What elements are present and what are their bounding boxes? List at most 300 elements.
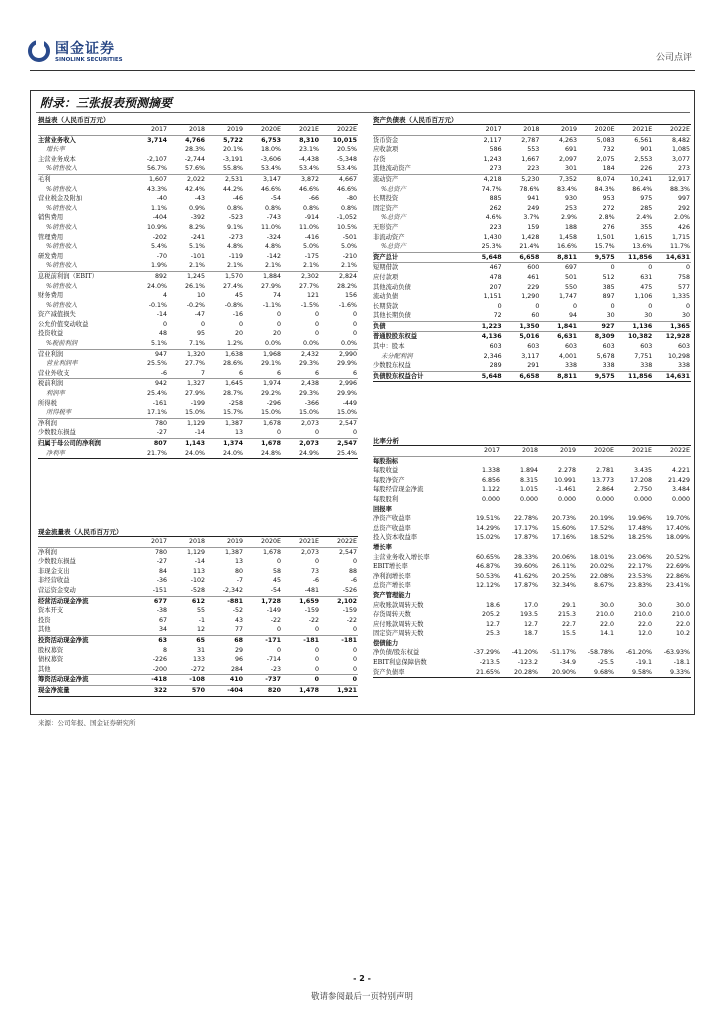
income-row-value: -0.2% [186,301,205,309]
balance-row-value: 25.3% [465,242,503,252]
balance-row-value: 997 [677,195,690,203]
ratio-row [373,620,691,630]
ratio-row-value: -37.29% [473,649,500,657]
income-row-value: 1,968 [262,350,281,358]
income-row-value: -392 [190,214,205,222]
balance-row-value: 285 [640,204,653,212]
ratio-row-value: -34.9 [559,659,576,667]
income-row-value: 8.2% [189,223,205,231]
income-row-value: 0 [314,320,319,328]
income-row-value: 892 [154,272,167,280]
cashflow-row-value: -418 [130,675,168,686]
balance-row-value: 2,117 [483,136,502,144]
ratio-row-value: 12.7 [485,620,500,628]
income-row-value: 74 [272,292,281,300]
cashflow-row [38,606,358,616]
ratio-row-value: 21.429 [667,476,690,484]
balance-row-value: 941 [527,195,540,203]
year-header-label [38,125,130,135]
ratio-row-value: 60.65% [475,553,500,561]
balance-row-value: 631 [640,273,653,281]
income-row-value: 21.7% [130,449,168,459]
income-row-value: 95 [196,330,205,338]
ratio-row-label: EBIT增长率 [373,563,408,571]
cashflow-row-value: 96 [234,656,243,664]
income-row [38,261,358,271]
balance-row-value: 603 [640,343,653,351]
ratio-section-blank [539,543,577,553]
income-row-value: 0 [276,311,281,319]
cashflow-row-value: 113 [192,567,205,575]
ratio-row-value: -18.1 [673,659,690,667]
income-row-label: 财务费用 [38,292,64,300]
income-row-value: -449 [342,399,357,407]
income-row-value: 9.1% [227,223,243,231]
balance-row-value: 14,631 [653,371,691,382]
balance-row [373,283,691,293]
ratio-row [373,533,691,543]
balance-row-value: 426 [677,223,690,231]
ratio-section-row [373,591,691,601]
logo-english-name: SINOLINK SECURITIES [55,57,123,63]
cashflow-row-value: -226 [152,656,167,664]
balance-row-value: 88.3% [669,185,690,193]
income-row [38,242,358,252]
income-row-value: 10,015 [332,136,357,144]
year-header-label [373,446,463,456]
income-row-value: 0 [282,428,320,438]
ratio-row-value: -61.20% [625,649,652,657]
income-row-value [130,145,168,155]
cashflow-row-value: -52 [232,607,243,615]
income-row-label: 所得税 [38,399,57,407]
income-row-value: 1,374 [223,440,243,447]
income-row-value: -273 [228,233,243,241]
income-row-value: 24.0% [146,282,167,290]
ratio-row-value: 18.7 [523,630,538,638]
income-row-value: 20.5% [336,146,357,154]
income-row-value: 5.4% [151,243,167,251]
ratio-section-blank [615,591,653,601]
balance-row-value: 927 [578,321,616,332]
year-header-cell: 2022E [320,125,358,135]
balance-row-value: 3.7% [523,214,540,222]
year-header-cell: 2019 [540,125,578,135]
balance-row [373,174,691,184]
balance-row-value: 184 [578,164,616,174]
income-row-value: 1.1% [151,204,167,212]
ratio-section-blank [539,505,577,515]
ratio-row-label: 资产负债率 [373,668,463,678]
year-header-label [373,125,465,135]
income-row-value: 7.1% [168,339,206,349]
income-row-label: 增长率 [46,146,65,154]
cashflow-row-value: 1,678 [262,548,281,556]
income-row-value: 4.8% [227,243,243,251]
cashflow-row-value: 0 [314,656,319,664]
balance-row-value: 30 [616,311,654,321]
balance-row-value: 10,298 [667,352,690,360]
income-row-value: 2,022 [186,175,205,183]
year-header-cell: 2020E [578,125,616,135]
balance-row-label: 货币资金 [373,136,399,144]
cashflow-row-value: 2,102 [337,597,357,605]
ratio-row-value: 0.000 [557,495,576,503]
ratio-analysis-panel [373,436,691,678]
cashflow-row-value: 0 [314,646,319,654]
income-row-value: 26.1% [184,282,205,290]
balance-row-value: 0 [648,264,653,272]
cashflow-row-value: -272 [168,665,206,675]
income-row-value: -14 [156,311,167,319]
ratio-row-value: 14.29% [475,524,500,532]
cashflow-row-label: 股权募资 [38,646,64,654]
balance-row-value: 603 [489,343,502,351]
year-header-cell: 2018 [168,537,206,547]
income-row-value: 24.9% [282,449,320,459]
balance-row [373,185,691,195]
income-row-value: 1,974 [262,380,281,388]
balance-row [373,371,691,382]
income-row-value: 1,884 [262,272,281,280]
ratio-row-value: -25.5 [597,659,614,667]
logo-mark-icon [28,40,50,62]
income-row [38,439,358,449]
income-row [38,174,358,184]
ratio-row-label: 应付账款周转天数 [373,620,424,628]
balance-row-value: 975 [640,195,653,203]
income-row-label: 归属于母公司的净利润 [38,440,101,447]
cashflow-row-value: -27 [156,558,167,566]
balance-row-value: 291 [503,361,541,371]
cashflow-row-value: -200 [130,665,168,675]
income-row-value: -501 [342,233,357,241]
income-row-value: 28.7% [222,390,243,398]
income-row-value: -914 [304,214,319,222]
income-row [38,339,358,349]
income-row-value: 2,073 [300,419,319,427]
ratio-row-value: 20.19% [589,515,614,523]
balance-row [373,194,691,204]
balance-row-label: 其他流动负债 [373,283,411,291]
ratio-row-value: 9.58% [615,668,653,678]
balance-row [373,164,691,174]
year-header-cell: 2018 [168,125,206,135]
cashflow-row-value: 1,129 [186,548,205,556]
ratio-row-value: 17.17% [513,524,538,532]
income-row-label: 息税前利润（EBIT） [38,272,98,280]
balance-row-value: 5,083 [596,136,615,144]
balance-row-value: 273 [653,164,691,174]
income-row-value: 2,996 [338,380,357,388]
balance-row-value: 6,561 [634,136,653,144]
income-row-value: 121 [306,292,319,300]
income-row-value: 15.0% [244,408,282,418]
balance-row-value: 5,648 [465,252,503,263]
balance-row-label: 无形资产 [373,223,399,231]
balance-row-value: 9,575 [578,371,616,382]
cashflow-row-value: 612 [191,597,205,605]
balance-row-value: 5,230 [521,175,540,183]
ratio-row [373,466,691,476]
ratio-row-value: 9.33% [653,668,691,678]
balance-row-value: 86.4% [632,185,653,193]
income-row-label: %销售收入 [38,261,130,271]
cashflow-row-value: 68 [234,636,243,644]
cashflow-row-value: 29 [234,646,243,654]
ratio-row-value: 3.435 [633,467,652,475]
cashflow-row-value: 0 [282,675,320,686]
balance-row-value: 550 [564,283,577,291]
income-row-value: -161 [152,399,167,407]
ratio-row-value: 19.96% [627,515,652,523]
income-row [38,428,358,438]
ratio-row-value: 22.0 [675,620,690,628]
balance-row-value: 249 [527,204,540,212]
income-row [38,252,358,262]
income-row-value: 23.1% [298,146,319,154]
balance-row-value: 461 [527,273,540,281]
ratio-section-blank [501,639,539,649]
income-row-value: 10.9% [146,223,167,231]
ratio-section-blank [577,456,615,466]
ratio-row-value: 17.40% [665,524,690,532]
balance-row-value: 301 [540,164,578,174]
ratio-section-blank [653,591,691,601]
income-row [38,185,358,195]
ratio-row [373,629,691,639]
cashflow-row-value: -714 [266,656,281,664]
income-row-value: 1,143 [185,440,205,447]
cashflow-row [38,665,358,675]
income-row-value: 2,547 [338,419,357,427]
balance-row-value: 603 [527,343,540,351]
year-header-cell: 2018 [501,446,539,456]
balance-row [373,252,691,263]
income-row-value: 2,824 [338,272,357,280]
ratio-row-value: 23.41% [665,582,690,590]
balance-row-value: 1,715 [671,233,690,241]
cashflow-row [38,685,358,696]
income-row-value: 5.1% [130,339,168,349]
ratio-row-value: 18.09% [665,534,690,542]
ratio-row-value: 0.000 [519,495,538,503]
balance-row [373,155,691,165]
balance-row-value: 1,615 [634,233,653,241]
ratio-row-value: 205.2 [481,611,500,619]
ratio-section-blank [577,639,615,649]
cashflow-row-value: -22 [308,616,319,624]
income-row-value: 0.8% [303,204,319,212]
cashflow-row-value: -23 [244,665,282,675]
income-row-label: %销售收入 [46,185,78,193]
balance-row-value: 7,352 [558,175,577,183]
cashflow-row-value: -54 [244,586,282,596]
ratio-row-value: 22.86% [665,572,690,580]
balance-row-value: 5,648 [465,371,503,382]
cashflow-row-value: 0 [352,646,357,654]
year-header-cell: 2022E [653,125,691,135]
income-row-value: -2,107 [146,155,167,163]
income-row-value: 20 [234,330,243,338]
income-row-value: 942 [154,380,167,388]
ratio-section-blank [463,639,501,649]
year-header-cell: 2022E [320,537,358,547]
balance-row-value: 0 [497,302,502,310]
balance-row-value: 207 [489,283,502,291]
income-row-value: -1.5% [300,301,319,309]
ratio-section-blank [653,505,691,515]
year-header-label [38,537,130,547]
year-header-cell: 2021E [616,125,654,135]
income-row-value: -404 [152,214,167,222]
year-header-cell: 2020E [244,125,282,135]
cashflow-row-label: 筹资活动现金净流 [38,675,130,686]
ratio-row-value: 4.221 [671,467,690,475]
income-row-value: 6 [282,369,320,379]
income-row-value: 2.1% [168,261,206,271]
income-row-value: -119 [228,252,243,260]
balance-row [373,263,691,273]
income-row-label: 销售费用 [38,214,64,222]
cashflow-row-value: -6 [312,577,319,585]
cashflow-row-value: 0 [276,558,281,566]
balance-row [373,273,691,283]
ratio-row-label: EBIT利息保障倍数 [373,659,427,667]
income-row-value: 45 [234,292,243,300]
ratio-row-value: 1.122 [481,486,500,494]
balance-row-value: 11,856 [616,252,654,263]
balance-row-value: 2.9% [560,214,577,222]
balance-row-value: 0 [572,302,577,310]
balance-row-value: 226 [616,164,654,174]
year-header-cell: 2019 [206,125,244,135]
balance-row-value: 732 [602,146,615,154]
income-statement-panel [38,115,358,459]
year-header-cell: 2021E [282,537,320,547]
ratio-row-value: 18.6 [485,601,500,609]
balance-row-value: 4,001 [558,352,577,360]
ratio-row-value: 17.208 [629,476,652,484]
income-row-value: -54 [270,195,281,203]
income-row [38,320,358,330]
income-row-value: 42.4% [184,185,205,193]
cashflow-row [38,547,358,557]
income-row-value: 28.3% [184,146,205,154]
balance-row-value: 1,151 [483,293,502,301]
income-row-value: 28.2% [336,282,357,290]
ratio-row-value: 17.52% [589,524,614,532]
balance-row-value: 1,430 [483,233,502,241]
income-row-value: 29.9% [336,390,357,398]
income-row-heading: 损益表（人民币百万元） [38,115,358,125]
income-row-label: %销售收入 [46,243,78,251]
income-row [38,204,358,214]
balance-row-value: 9,575 [578,252,616,263]
ratio-row-label: 净利润增长率 [373,572,411,580]
ratio-row-value: -58.78% [587,649,614,657]
balance-row-label: 应收款项 [373,146,399,154]
income-row [38,223,358,233]
income-row-label: 营业利润率 [46,360,78,368]
balance-row-value: 3,077 [671,155,690,163]
income-row [38,271,358,281]
ratio-row-value: -123.2 [517,659,538,667]
ratio-row-value: 3.484 [671,486,690,494]
balance-row-value: 276 [602,223,615,231]
ratio-row-value: 210.0 [595,611,614,619]
income-row-value: -324 [266,233,281,241]
income-row-value: 29.2% [260,390,281,398]
ratio-row-value: 20.28% [501,668,539,678]
balance-row-value: 586 [489,146,502,154]
year-header-row [38,125,358,135]
income-row-value: 29.3% [298,360,319,368]
income-row-value: 0.8% [227,204,243,212]
balance-row-value: 1,501 [596,233,615,241]
balance-row-value: 253 [564,204,577,212]
income-row-value: 5,722 [223,136,243,144]
ratio-row-value: 10.2 [675,630,690,638]
balance-row-label: 未分配利润 [381,352,413,360]
ratio-row-value: 21.65% [463,668,501,678]
ratio-row [373,485,691,495]
income-row-value: 25.4% [146,390,167,398]
income-row-value: 1,638 [224,350,243,358]
cashflow-row-value: -102 [190,577,205,585]
income-row-label: %税前利润 [38,339,130,349]
ratio-row-value: 19.51% [475,515,500,523]
income-row [38,449,358,459]
income-row-value: 15.0% [168,408,206,418]
cashflow-row-value: -6 [350,577,357,585]
income-row-value: 10 [196,292,205,300]
cashflow-row-value: -881 [227,597,243,605]
balance-row-value: 0 [648,302,653,310]
ratio-row-value: 210.0 [671,611,690,619]
balance-row-value: 5,016 [519,333,540,341]
balance-row-value: 21.4% [503,242,541,252]
cashflow-row-label: 净利润 [38,548,57,556]
balance-row-value: 338 [578,361,616,371]
ratio-row-value: 46.87% [475,563,500,571]
ratio-row-value: -41.20% [511,649,538,657]
income-row-value: -70 [156,252,167,260]
year-header-cell: 2022E [653,446,691,456]
balance-row [373,342,691,352]
balance-row-value: 8,309 [594,333,615,341]
balance-row-value: 11,856 [616,371,654,382]
year-header-cell: 2017 [130,125,168,135]
income-row-value: 0.8% [265,204,281,212]
balance-row-value: 2,787 [521,136,540,144]
cashflow-row-value: -22 [346,616,357,624]
balance-row-value: 11.7% [653,242,691,252]
ratio-section-blank [501,543,539,553]
balance-row-value: 1,290 [521,293,540,301]
ratio-row-value: 10.991 [553,476,576,484]
ratio-section-title: 资产管理能力 [373,591,411,599]
cashflow-row-label: 非现金支出 [38,567,70,575]
income-row-value: -416 [304,233,319,241]
ratio-row [373,562,691,572]
income-row-value: -101 [190,252,205,260]
year-header-cell: 2020E [577,446,615,456]
year-header-row [38,537,358,547]
ratio-row [373,668,691,678]
ratio-row [373,658,691,668]
balance-row-value: 2.8% [598,214,615,222]
